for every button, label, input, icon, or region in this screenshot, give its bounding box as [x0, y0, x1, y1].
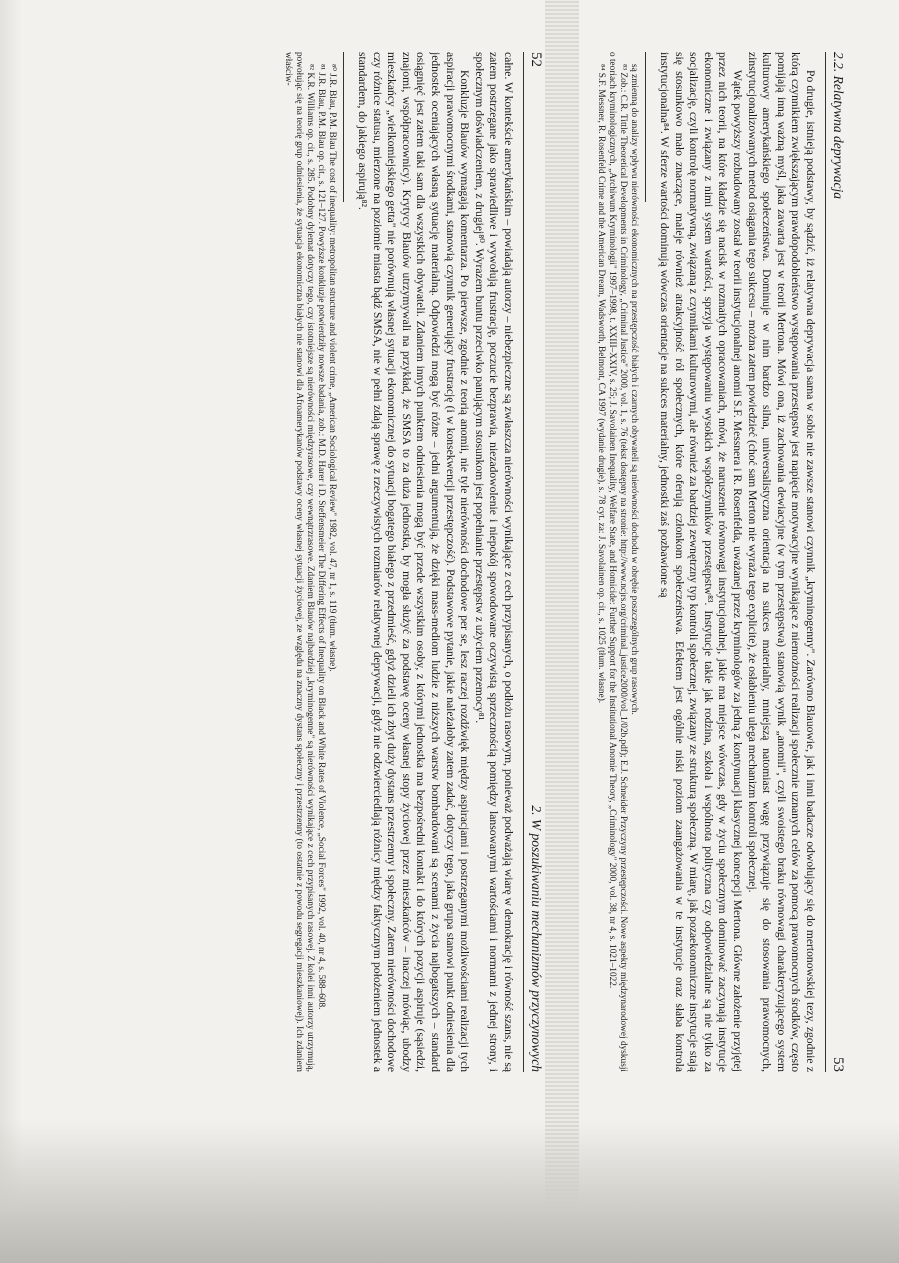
paragraph: Po drugie, istnieją podstawy, by sądzić, iż relatywna deprywacja sama w sobie nie zawsze stanowi czynnik „kryminogenny". Zarówno Blauowie, jak i inni badacze odwołujący się do mertonowskiej tezy, zgodnie z którą czynnikiem zwiększającym prawdopodobieństwo występowania przestępstw jest napięcie motywacyjne wynikające z niemożności realizacji społecznie uznanych celów za pomocą prawomocnych środków, często pomijają inną ważną myśl, jaka zawarta jest w teorii Mertona. Mówi ona, iż zachowania dewiacyjne (w tym przestępstwa) stanowią wynik „anomii", czyli swoistego braku równowagi charakteryzującego system kulturowy amerykańskiego społeczeństwa. Dominuje w nim bardzo silna, uniwersalistyczna orientacja na sukces materialny, mniejszą natomiast wagę przywiązuje się do stosowania prawomocnych, zinstytucjonalizowanych metod osiągania tego sukcesu – można zatem powiedzieć (choć sam Merton nie wyraża tego explicite), że osłabieniu ulega mechanizm kontroli społecznej. [745, 52, 817, 1072]
left-page [108, 52, 548, 1072]
footnote: ⁸¹ J.R. Blau, P.M. Blau op. cit., s. 121–127. Powyższe konkluzje potwierdziły nowsze badania, zob.: M.D. Harer i D. Steffensmeier The Differing Effects of Inequality on Black and White Rates of Violence, „Social Forces" 1992, vol. 40, nr 4, s. 588–608. [316, 64, 327, 1010]
right-page-body [656, 52, 817, 1072]
scan-edge [0, 0, 22, 1263]
running-title: 2. W poszukiwaniu mechanizmów przyczynowych [529, 805, 544, 1072]
page-number: 53 [830, 1057, 846, 1072]
running-title: 2.2. Relatywna deprywacja [831, 52, 846, 199]
footnote-rule [645, 52, 646, 202]
right-page [585, 52, 850, 1072]
footnote: ⁸⁴ S.F. Messner, R. Rosenfeld Crime and the American Dream, Wadsworth, Belmont, CA 1997 (wydanie drugie), s. 78 cyt. za: J. Savolainen op. cit., s. 1025 (tłum. własne). [595, 64, 606, 704]
paragraph: Wątek powyższy rozbudowany został w teorii instytucjonalnej anomii S.F. Messnera i R. Rosenfelda, uważanej przez kryminologów za jedną z kontynuacji klasycznej koncepcji Mertona. Główne założenie przyjętej przez nich teorii, na które kładzie się nacisk w rozmaitych opracowaniach, mówi, że naruszenie równowagi instytucjonalnej, jakie ma miejsce wówczas, gdy w życiu społecznym dominować zaczynają instytucje ekonomiczne i związany z nimi system wartości, sprzyja występowaniu wysokich współczynników przestępstw⁸³. Instytucje takie jak rodzina, szkoła i wspólnota polityczna czy odpowiedzialne są nie tylko za socjalizację, czyli kontrolę normatywną, związaną z czynnikami kulturowymi, ale również za bardziej zewnętrzny typ kontroli społecznej, związany ze strukturą społeczną. W miarę, jak pozaekonomiczne instytucje stają się stosunkowo mało znaczące, maleje również atrakcyjność ról społecznych, które oferują członkom społeczeństwa. Efektem jest ogólnie niski poziom zaangażowania w te instytucje oraz słaba kontrola instytucjonalna⁸⁴. W sferze wartości dominują wówczas orientacje na sukces materialny, jednostki zaś pozbawione są [658, 52, 745, 1072]
right-page-header [825, 52, 846, 1072]
page-number: 52 [528, 52, 544, 67]
book-gutter [545, 0, 579, 1263]
footnote: są zmienną do analizy wpływu nierówności ekonomicznych na przestępczość białych i czarnych obywateli są nierówności dochodu w obrębie poszczególnych grup rasowych. [629, 64, 640, 715]
right-page-footnotes [595, 52, 640, 1072]
footnote-rule [343, 52, 344, 202]
paragraph: całne. W kontekście amerykańskim – powiadają autorzy – niebezpieczne są zwłaszcza nierówności wynikające z cech przypisanych, o podłożu rasowym, ponieważ podważają wiarę w demokrację i równość szans, nie są zatem postrzegane jako sprawiedliwe i wywołują frustrację, poczucie bezprawia, niezadowolenie i niepokój spowodowane oczywistą sprzecznością pomiędzy lansowanymi wartościami i normami z jednej strony, i społecznym doświadczeniem, z drugiej⁸⁰. Wyrazem buntu przeciwko panującym stosunkom jest popełnianie przestępstw z użyciem przemocy⁸¹. [472, 52, 515, 1072]
paragraph: Konkluzje Blauów wymagają komentarza. Po pierwsze, zgodnie z teorią anomii, nie tyle nierówności dochodowe per se, lesz raczej rozdźwięk między aspiracjami i postrzeganymi możliwościami realizacji tych aspiracji prawomocnymi środkami, stanowią czynnik generujący frustrację (i w konsekwencji przestępczość). Podstawowe pytanie, jakie należałoby zatem zadać, dotyczy tego, jaka grupa stanowi punkt odniesienia dla jednostek oceniających własną sytuację materialną. Odpowiedzi mogą być różne – jedni argumentują, że dzięki mass-mediom ludzie z niższych warstw bombardowani są scenami z życia najbogatszych – standard osiągnięć jest zatem taki sam dla wszystkich obywateli. Zdaniem innych punktem odniesienia mogą być przede wszystkim osoby, z którymi jednostka ma bezpośredni kontakt i do których pozycji aspiruje (sąsiedzi, znajomi, współpracownicy). Krytycy Blauów utrzymywali na przykład, że SMSA to za duża jednostka, by mogła służyć za podstawę oceny własnej stopy życiowej przez mieszkańców – inaczej mówiąc, ubodzy mieszkańcy „wielkomiejskiego getta" nie porównują własnej sytuacji ekonomicznej do sytuacji bogatego białego z przedmieść, gdyż dzieli ich zbyt duży dystans przestrzenny i społeczny. Zatem nierówności dochodowe czy różnice statusu, mierzone na poziomie miasta bądź SMSA, nie w pełni zdają sprawę z rzeczywistych rozmiarów relatywnej deprywacji, gdyż nie odzwierciedlają różnicy między faktycznym położeniem jednostek a standardem, do jakiego aspirują⁸². [356, 52, 472, 1072]
footnote: ⁸⁰ J.R. Blau, P.M. Blau The cost of inequality: metropolitan structure and violent crime, „American Sociological Review" 1982, vol. 47, nr 1, s. 119 (tłum. własne). [327, 64, 338, 672]
left-page-header [523, 52, 544, 1072]
left-page-body [354, 52, 515, 1072]
footnote: ⁸² K.R. Williams op. cit., s. 285. Podobny dylemat dotyczy tego, czy istotniejsze są nierówności międzyrasowe, czy wewnątrzrasowe. Zdaniem Blauów najbardziej „kryminogenne" są nierówności wynikające z cech przypisanych rasowej. Z kolei inni autorzy utrzymują, powołując się na teorię grup odniesienia, że sytuacja ekonomiczna białych nie stanowi dla Afroamerykanów podstawy oceny własnej sytuacji życiowej, ze względu na znaczny dystans społeczny i przestrzenny (to ostatnie z powodu segregacji mieszkaniowej). Ich zdaniem właściw- [282, 52, 316, 1072]
footnote: ⁸³ Zob.: C.R. Tittle Theoretical Developments in Criminology, „Criminal Justice" 2000, vol. 1, s. 76 (tekst dostępny na stronie: http://www.ncjrs.org/criminal_justice2000/vol_1/02b.pdf); E.J. Schneider Przyczyny przestępczości. Nowe aspekty międzynarodowej dyskusji o teoriach kryminologicznych, „Archiwum Kryminologii" 1997–1998, t. XXIII–XXIV, s. 25; J. Savolainen Inequality, Welfare State, and Homicide: Further Support for the Institutional Anomie Theory, „Criminology" 2000, vol. 38, nr 4, s. 1021–1022. [607, 52, 629, 1072]
left-page-footnotes [281, 52, 337, 1072]
scan-shadow [0, 1120, 899, 1263]
